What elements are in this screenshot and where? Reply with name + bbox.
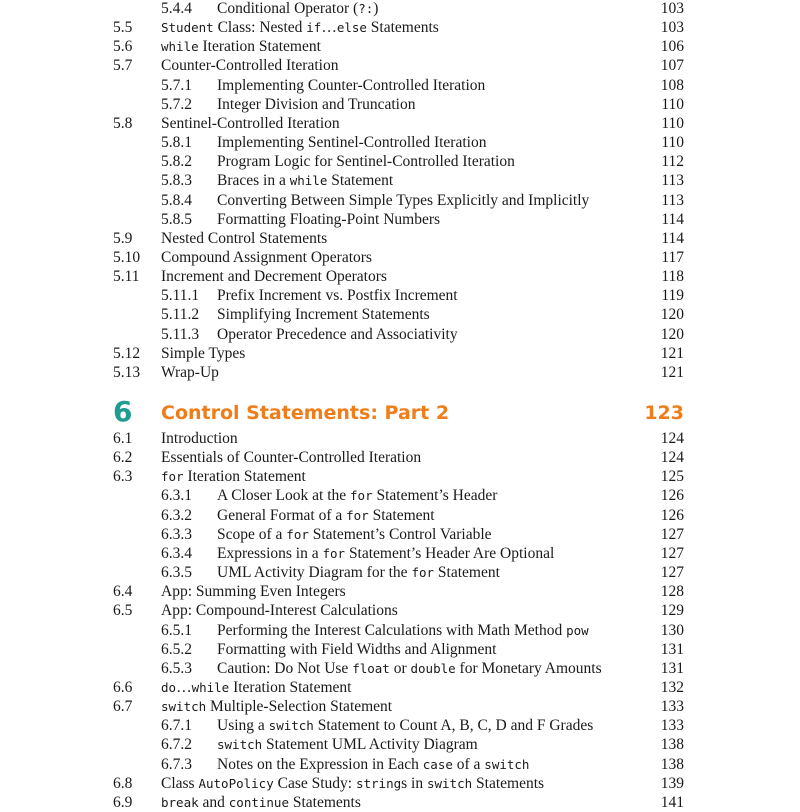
section-title (217, 735, 478, 754)
section-number: 6.5.1 (161, 621, 192, 639)
title-text: Sentinel-Controlled Iteration (161, 114, 340, 132)
page-number: 141 (660, 793, 684, 811)
code-keyword: for (411, 565, 435, 581)
toc-entry (0, 0, 800, 18)
section-title (217, 152, 515, 171)
title-text: Formatting with Field Widths and Alignment (217, 640, 497, 658)
section-number: 5.8.2 (161, 153, 192, 171)
page-number: 127 (660, 564, 684, 582)
section-number: 6.5.3 (161, 659, 192, 677)
toc-entry (0, 659, 800, 678)
title-text: and (198, 793, 229, 811)
title-text: of a (452, 755, 485, 773)
code-keyword: for (161, 469, 184, 485)
page-number: 121 (660, 344, 684, 362)
page-number: 108 (660, 76, 684, 94)
title-text: Iteration Statement (198, 38, 321, 56)
code-keyword: while (289, 173, 328, 189)
code-keyword: pow (566, 622, 589, 638)
section-title (217, 640, 496, 659)
code-keyword: for (350, 488, 373, 504)
code-keyword: float (352, 660, 390, 676)
title-text: Formatting Floating-Point Numbers (217, 210, 441, 228)
code-keyword: case (422, 756, 453, 772)
section-title (217, 191, 589, 210)
toc-entry (0, 95, 800, 114)
section-number: 6.7 (113, 698, 133, 716)
section-number: 5.8 (113, 114, 133, 132)
toc-entry (0, 678, 800, 697)
toc-entry (0, 582, 800, 601)
toc-entry (0, 486, 800, 505)
toc-entry (0, 467, 800, 486)
page-number: 117 (661, 248, 684, 266)
page-number: 127 (660, 525, 684, 543)
page-number: 103 (660, 19, 684, 37)
section-number: 6.9 (113, 793, 133, 811)
page-number: 131 (660, 640, 684, 658)
page-number: 119 (661, 287, 684, 305)
toc-entry (0, 601, 800, 620)
page-number: 128 (660, 583, 684, 601)
toc-entry (0, 229, 800, 248)
page-number: 125 (660, 468, 684, 486)
title-text: Counter-Controlled Iteration (161, 57, 339, 75)
section-number: 6.3 (113, 468, 133, 486)
section-title (217, 95, 415, 114)
page-number: 121 (660, 363, 684, 381)
page-number: 107 (660, 57, 684, 75)
title-text: s in (401, 774, 427, 792)
title-text: Statement’s Header Are Optional (345, 544, 555, 562)
title-text: Class (161, 774, 199, 792)
section-title (217, 305, 430, 324)
page-number: 114 (661, 229, 684, 247)
section-title (161, 229, 327, 248)
section-title (161, 448, 421, 467)
title-text: … (321, 19, 337, 37)
section-number: 6.1 (113, 430, 133, 447)
page-number: 126 (660, 487, 684, 505)
page-number: 126 (660, 506, 684, 524)
title-text: Expressions in a (217, 544, 323, 562)
title-text: Conditional Operator ( (217, 0, 359, 17)
code-keyword: break (161, 794, 199, 810)
toc-entry (0, 363, 800, 382)
toc-entry (0, 248, 800, 267)
section-title (217, 544, 554, 563)
code-keyword: do (161, 679, 177, 695)
page-number: 120 (660, 325, 684, 343)
title-text: for Monetary Amounts (455, 659, 602, 677)
section-number: 5.7.1 (161, 76, 192, 94)
section-number: 6.3.1 (161, 487, 192, 505)
toc-entry (0, 76, 800, 95)
code-keyword: Student (161, 20, 214, 36)
title-text: Introduction (161, 430, 238, 447)
chapter-heading (0, 396, 800, 428)
section-title (161, 114, 340, 133)
title-text: App: Summing Even Integers (161, 583, 346, 601)
title-text: ) (373, 0, 379, 17)
page-number: 113 (661, 172, 684, 190)
title-text: Caution: Do Not Use (217, 659, 353, 677)
section-number: 5.8.5 (161, 210, 192, 228)
section-title (217, 286, 458, 305)
section-number: 6.2 (113, 449, 133, 467)
section-number: 6.3.2 (161, 506, 192, 524)
code-keyword: while (161, 39, 199, 55)
title-text: Iteration Statement (229, 678, 352, 696)
title-text: General Format of a (217, 506, 347, 524)
page-number: 124 (660, 430, 684, 447)
section-title (217, 210, 440, 229)
title-text: Integer Division and Truncation (217, 95, 416, 113)
section-title (217, 325, 458, 344)
section-number: 5.13 (113, 363, 141, 381)
title-text: Statement’s Control Variable (308, 525, 492, 543)
toc-entry (0, 544, 800, 563)
section-title (217, 659, 602, 678)
title-text: Braces in a (217, 172, 290, 190)
title-text: Nested Control Statements (161, 229, 328, 247)
section-number: 5.11.1 (161, 287, 200, 305)
toc-entry (0, 506, 800, 525)
section-title (161, 697, 392, 716)
code-keyword: for (322, 545, 346, 561)
title-text: Implementing Sentinel-Controlled Iteration (217, 134, 487, 152)
toc-entry (0, 267, 800, 286)
section-title (161, 56, 338, 75)
toc-entry (0, 525, 800, 544)
page-number: 118 (661, 268, 684, 286)
title-text: Statement to Count A, B, C, D and F Grades (313, 717, 594, 735)
chapter-number: 6 (113, 395, 133, 428)
section-number: 5.8.4 (161, 191, 192, 209)
title-text: Performing the Interest Calculations with Math Method (217, 621, 567, 639)
section-title (161, 678, 351, 697)
code-keyword: AutoPolicy (198, 775, 274, 791)
section-title (161, 18, 439, 37)
toc-entry (0, 774, 800, 793)
section-title (217, 171, 393, 190)
section-title (161, 248, 372, 267)
toc-entry (0, 305, 800, 324)
code-keyword: switch (426, 775, 473, 791)
code-keyword: switch (161, 699, 207, 715)
section-number: 6.3.4 (161, 544, 192, 562)
title-text: App: Compound-Interest Calculations (161, 602, 398, 620)
code-keyword: for (286, 526, 309, 542)
title-text: Using a (217, 717, 269, 735)
toc-entry (0, 56, 800, 75)
section-number: 6.5.2 (161, 640, 192, 658)
section-number: 6.5 (113, 602, 133, 620)
section-title (161, 582, 346, 601)
page-number: 120 (660, 306, 684, 324)
page-number: 106 (660, 38, 684, 56)
page-number: 131 (660, 659, 684, 677)
section-number: 6.8 (113, 774, 133, 792)
section-number: 5.8.1 (161, 134, 192, 152)
chapter-title: Control Statements: Part 2 (161, 402, 450, 424)
toc-entry (0, 793, 800, 812)
section-number: 6.7.1 (161, 717, 192, 735)
section-title (217, 525, 492, 544)
section-number: 5.8.3 (161, 172, 192, 190)
toc-entry (0, 344, 800, 363)
title-text: Statement UML Activity Diagram (262, 736, 478, 754)
code-keyword: switch (484, 756, 530, 772)
section-title (161, 601, 398, 620)
section-number: 5.11.3 (161, 325, 200, 343)
code-keyword: if (306, 20, 322, 36)
code-keyword: for (346, 507, 369, 523)
title-text: Iteration Statement (183, 468, 306, 486)
section-number: 6.6 (113, 678, 133, 696)
section-number: 6.7.2 (161, 736, 192, 754)
title-text: Class: Nested (213, 19, 307, 37)
toc-entry (0, 286, 800, 305)
title-text: Scope of a (217, 525, 287, 543)
page-number: 133 (660, 717, 684, 735)
section-number: 5.9 (113, 229, 133, 247)
title-text: Compound Assignment Operators (161, 248, 372, 266)
toc-entry (0, 133, 800, 152)
toc-entry (0, 429, 800, 448)
code-keyword: else (336, 20, 367, 36)
title-text: Converting Between Simple Types Explicitly and Implicitly (217, 191, 590, 209)
toc-entry (0, 755, 800, 774)
toc-entry (0, 18, 800, 37)
title-text: Wrap-Up (161, 363, 219, 381)
section-number: 5.5 (113, 19, 133, 37)
page-number: 139 (660, 774, 684, 792)
title-text: Essentials of Counter-Controlled Iteration (161, 449, 422, 467)
page-number: 103 (660, 0, 684, 17)
section-number: 5.12 (113, 344, 141, 362)
title-text: UML Activity Diagram for the (217, 564, 412, 582)
section-title (217, 486, 497, 505)
section-title (161, 429, 238, 448)
title-text: Notes on the Expression in Each (217, 755, 423, 773)
title-text: Statement (368, 506, 435, 524)
page-number: 127 (660, 544, 684, 562)
section-number: 5.10 (113, 248, 141, 266)
page-number: 110 (661, 114, 684, 132)
title-text: Prefix Increment vs. Postfix Increment (217, 287, 458, 305)
page-number: 130 (660, 621, 684, 639)
code-keyword: string (355, 775, 402, 791)
toc-entry (0, 210, 800, 229)
code-keyword: while (191, 679, 230, 695)
section-number: 5.7.2 (161, 95, 192, 113)
title-text: … (176, 678, 192, 696)
title-text: Program Logic for Sentinel-Controlled Iteration (217, 153, 515, 171)
toc-entry (0, 621, 800, 640)
toc-entry (0, 563, 800, 582)
code-keyword: switch (217, 737, 263, 753)
toc-entry (0, 640, 800, 659)
toc-entry (0, 152, 800, 171)
toc-entry (0, 171, 800, 190)
page-number: 138 (660, 736, 684, 754)
title-text: Statements (289, 793, 361, 811)
title-text: Statement’s Header (372, 487, 498, 505)
page-number: 138 (660, 755, 684, 773)
section-number: 5.4.4 (161, 0, 192, 17)
title-text: Increment and Decrement Operators (161, 268, 387, 286)
page-number: 113 (661, 191, 684, 209)
toc-entry (0, 191, 800, 210)
section-title (217, 716, 593, 735)
title-text: Statement (434, 564, 500, 582)
toc-entry (0, 448, 800, 467)
toc-entry (0, 325, 800, 344)
page-number: 114 (661, 210, 684, 228)
page-number: 124 (660, 449, 684, 467)
section-title (161, 467, 306, 486)
section-number: 6.4 (113, 583, 133, 601)
code-keyword: switch (268, 718, 314, 734)
title-text: Statements (472, 774, 545, 792)
page-number: 133 (660, 698, 684, 716)
toc-entry (0, 697, 800, 716)
section-title (161, 793, 361, 812)
section-number: 6.3.3 (161, 525, 192, 543)
page-number: 132 (660, 678, 684, 696)
section-title (217, 506, 435, 525)
toc-entry (0, 37, 800, 56)
section-title (217, 621, 589, 640)
section-number: 5.11.2 (161, 306, 200, 324)
section-title (217, 0, 378, 18)
section-number: 5.6 (113, 38, 133, 56)
section-title (161, 37, 321, 56)
section-title (161, 344, 245, 363)
title-text: Statements (366, 19, 439, 37)
section-number: 5.11 (113, 268, 140, 286)
title-text: Simple Types (161, 344, 246, 362)
code-keyword: ?: (358, 1, 374, 16)
title-text: A Closer Look at the (217, 487, 351, 505)
section-number: 5.7 (113, 57, 133, 75)
title-text: or (389, 659, 411, 677)
section-title (217, 563, 500, 582)
chapter-page-number: 123 (644, 402, 684, 424)
toc-entry (0, 716, 800, 735)
toc-entry (0, 735, 800, 754)
toc-entry (0, 114, 800, 133)
section-title (217, 755, 529, 774)
title-text: Implementing Counter-Controlled Iteration (217, 76, 486, 94)
title-text: Statement (327, 172, 394, 190)
section-number: 6.3.5 (161, 564, 192, 582)
code-keyword: double (410, 660, 456, 676)
section-title (161, 267, 387, 286)
section-title (161, 774, 544, 793)
title-text: Operator Precedence and Associativity (217, 325, 458, 343)
title-text: Case Study: (273, 774, 356, 792)
page-number: 110 (661, 95, 684, 113)
page-number: 129 (660, 602, 684, 620)
section-number: 6.7.3 (161, 755, 192, 773)
title-text: Multiple-Selection Statement (206, 698, 393, 716)
page-number: 110 (661, 134, 684, 152)
section-title (217, 76, 485, 95)
title-text: Simplifying Increment Statements (217, 306, 430, 324)
code-keyword: continue (228, 794, 289, 810)
page-number: 112 (661, 153, 684, 171)
section-title (161, 363, 219, 382)
section-title (217, 133, 486, 152)
